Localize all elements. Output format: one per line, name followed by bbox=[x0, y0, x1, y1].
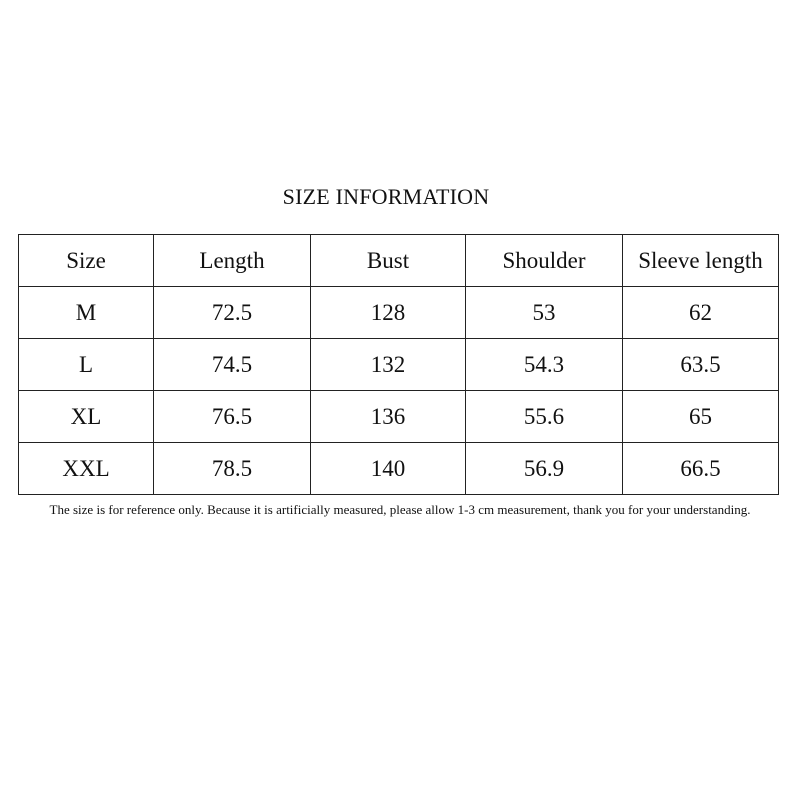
cell-size: XL bbox=[19, 391, 154, 443]
column-header-size: Size bbox=[19, 235, 154, 287]
cell-size: M bbox=[19, 287, 154, 339]
cell-sleeve-length: 66.5 bbox=[623, 443, 779, 495]
cell-bust: 136 bbox=[311, 391, 466, 443]
table-row bbox=[19, 443, 779, 495]
column-header-shoulder: Shoulder bbox=[466, 235, 623, 287]
cell-bust: 140 bbox=[311, 443, 466, 495]
column-header-sleeve-length: Sleeve length bbox=[623, 235, 779, 287]
cell-size: L bbox=[19, 339, 154, 391]
cell-length: 78.5 bbox=[154, 443, 311, 495]
cell-bust: 132 bbox=[311, 339, 466, 391]
cell-length: 72.5 bbox=[154, 287, 311, 339]
size-chart-table bbox=[18, 234, 779, 495]
cell-shoulder: 55.6 bbox=[466, 391, 623, 443]
cell-bust: 128 bbox=[311, 287, 466, 339]
cell-sleeve-length: 65 bbox=[623, 391, 779, 443]
column-header-length: Length bbox=[154, 235, 311, 287]
page-title: SIZE INFORMATION bbox=[282, 184, 490, 209]
cell-shoulder: 54.3 bbox=[466, 339, 623, 391]
table-row bbox=[19, 391, 779, 443]
table-row bbox=[19, 287, 779, 339]
table-header-row bbox=[19, 235, 779, 287]
cell-sleeve-length: 62 bbox=[623, 287, 779, 339]
cell-sleeve-length: 63.5 bbox=[623, 339, 779, 391]
table-row bbox=[19, 339, 779, 391]
cell-shoulder: 56.9 bbox=[466, 443, 623, 495]
cell-length: 74.5 bbox=[154, 339, 311, 391]
measurement-disclaimer: The size is for reference only. Because it is artificially measured, please allow 1-3 cm measurement, thank you for your understanding. bbox=[49, 502, 751, 517]
cell-shoulder: 53 bbox=[466, 287, 623, 339]
cell-length: 76.5 bbox=[154, 391, 311, 443]
column-header-bust: Bust bbox=[311, 235, 466, 287]
cell-size: XXL bbox=[19, 443, 154, 495]
